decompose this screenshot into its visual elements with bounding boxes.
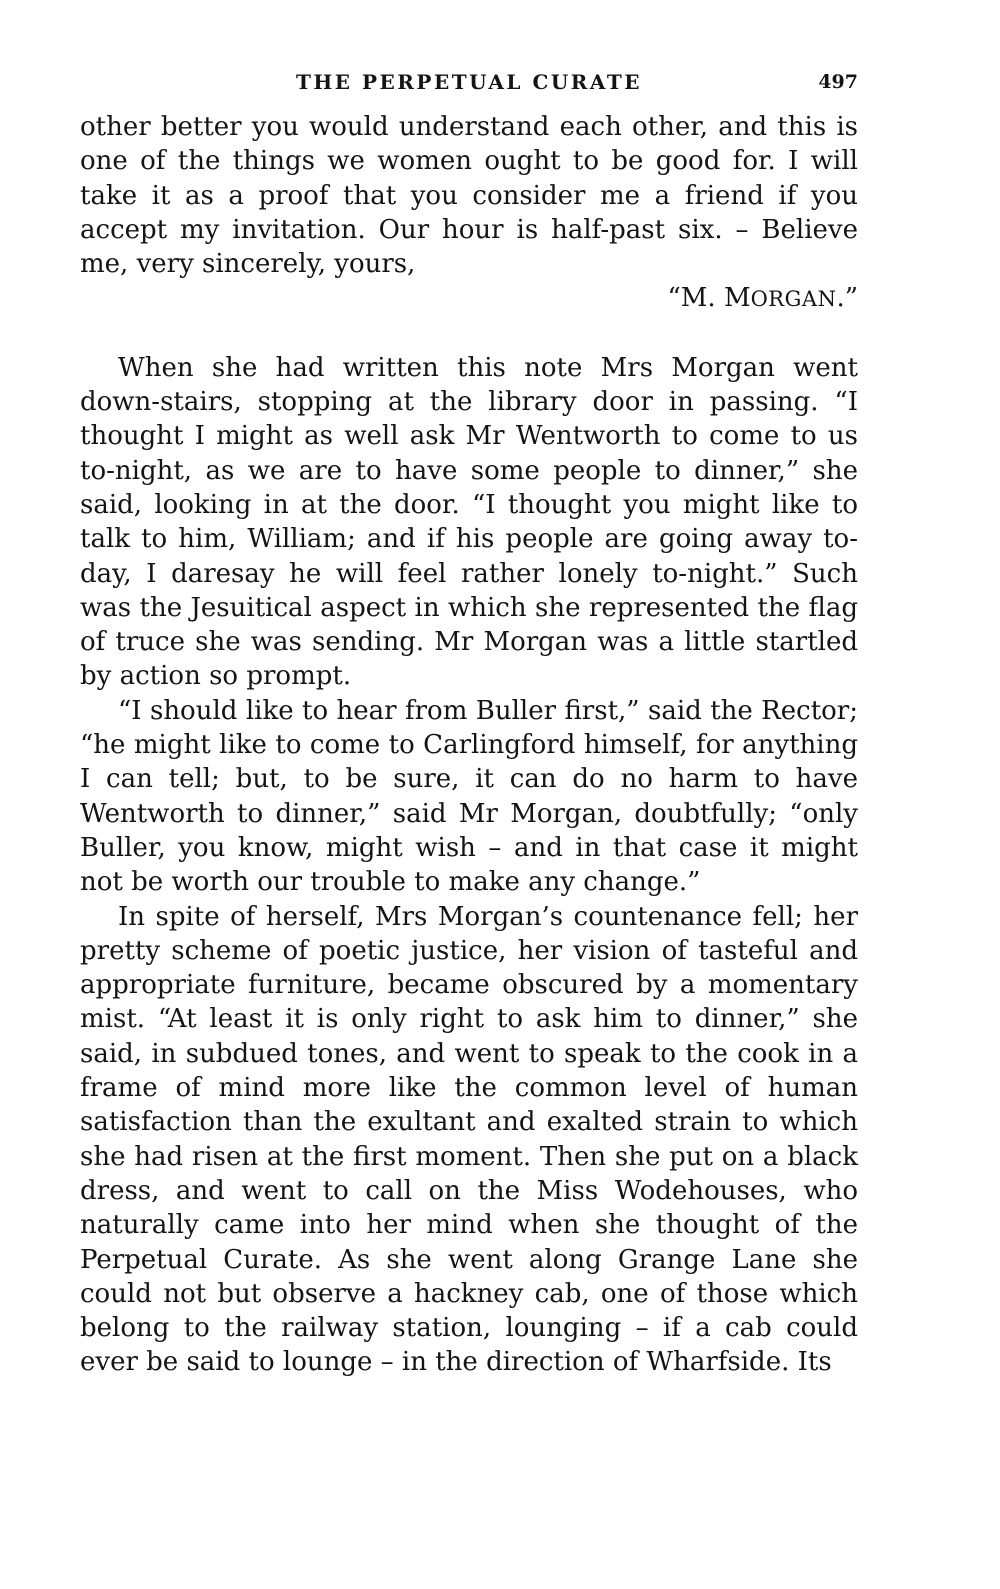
paragraph: “I should like to hear from Buller first,” said the Rector; “he might like to come to Carlingford himself, for anything I can tell; but, to be sure, it can do no harm to have Wentworth to dinner,” said Mr Morgan, doubtfully; “only Buller, you know, might wish – and in that case it might not be worth our trouble to make any change.”	[80, 695, 858, 898]
letter-signature	[80, 281, 858, 316]
signature-close: .”	[836, 283, 858, 314]
running-header	[80, 70, 858, 110]
letter-continuation: other better you would understand each other, and this is one of the things we women ought to be good for. I will take it as a proof that you consider me a friend if you accept my invitation. Our hour is half-past six. – Believe me, very sincerely, yours,	[80, 112, 858, 280]
paragraph: In spite of herself, Mrs Morgan’s countenance fell; her pretty scheme of poetic justice, her vision of tasteful and appropriate furniture, became obscured by a momentary mist. “At least it is only right to ask him to dinner,” she said, in subdued tones, and went to speak to the cook in a frame of mind more like the common level of human satisfaction than the exultant and exalted strain to which she had risen at the first moment. Then she put on a black dress, and went to call on the Miss Wodehouses, who naturally came into her mind when she thought of the Perpetual Curate. As she went along Grange Lane she could not but observe a hackney cab, one of those which belong to the railway station, lounging – if a cab could ever be said to lounge – in the direction of Wharfside. Its	[80, 901, 858, 1378]
running-title: THE PERPETUAL CURATE	[296, 70, 642, 94]
book-page	[80, 70, 858, 1380]
paragraph: When she had written this note Mrs Morgan went down-stairs, stopping at the library door in passing. “I thought I might as well ask Mr Wentworth to come to us to-night, as we are to have some people to dinner,” she said, looking in at the door. “I thought you might like to talk to him, William; and if his people are going away to-day, I daresay he will feel rather lonely to-night.” Such was the Jesuitical aspect in which she represented the flag of truce she was sending. Mr Morgan was a little startled by action so prompt.	[80, 352, 858, 692]
body-text	[80, 110, 858, 1380]
signature-small-caps: ORGAN	[750, 287, 837, 312]
page-number: 497	[818, 71, 858, 93]
signature-open: “M. M	[667, 283, 751, 314]
